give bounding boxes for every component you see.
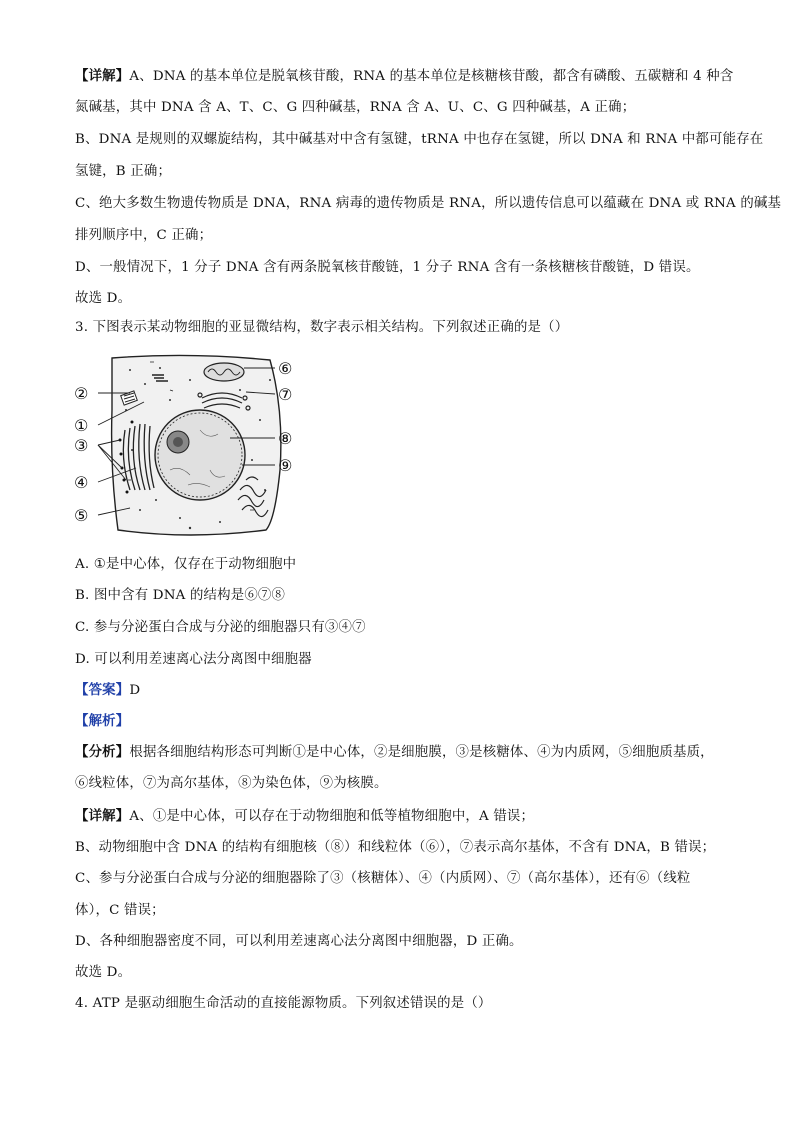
answer-value: D — [129, 683, 141, 698]
cell-diagram-svg — [70, 350, 310, 540]
detail-tag: 【详解】 — [75, 68, 130, 84]
animal-cell-diagram — [70, 350, 310, 540]
callout-3: ③ — [74, 436, 89, 455]
analysis-line: 体），C 错误； — [75, 903, 165, 918]
callout-6: ⑥ — [278, 359, 293, 378]
analysis-line: C、参与分泌蛋白合成与分泌的细胞器除了③（核糖体）、④（内质网）、⑦（高尔基体），还有⑥（线粒 — [75, 871, 691, 886]
text-line: B、DNA 是规则的双螺旋结构，其中碱基对中含有氢键，tRNA 中也存在氢键，所以 DNA 和 RNA 中都可能存在 — [75, 132, 764, 147]
option-a: A. ①是中心体，仅存在于动物细胞中 — [75, 557, 297, 572]
option-d: D. 可以利用差速离心法分离图中细胞器 — [75, 652, 312, 667]
analysis-heading — [75, 711, 129, 732]
callout-7: ⑦ — [278, 385, 293, 404]
text-line — [75, 66, 733, 87]
analysis-line: D、各种细胞器密度不同，可以利用差速离心法分离图中细胞器，D 正确。 — [75, 934, 523, 949]
nucleus — [155, 410, 245, 500]
answer-line — [75, 680, 140, 701]
text-line: 氮碱基，其中 DNA 含 A、T、C、G 四种碱基，RNA 含 A、U、C、G 四种碱基，A 正确； — [75, 100, 636, 115]
analysis-text: 根据各细胞结构形态可判断①是中心体，②是细胞膜，③是核糖体、④为内质网，⑤细胞质基质， — [129, 745, 714, 760]
question-3-stem: 3. 下图表示某动物细胞的亚显微结构，数字表示相关结构。下列叙述正确的是（） — [75, 320, 569, 335]
text-line: 排列顺序中，C 正确； — [75, 228, 213, 243]
callout-2: ② — [74, 384, 89, 403]
analysis-subtag: 【分析】 — [75, 744, 130, 760]
callout-4: ④ — [74, 473, 89, 492]
detail-subtag: 【详解】 — [75, 808, 130, 824]
analysis-line: 故选 D。 — [75, 965, 132, 980]
analysis-line: ⑥线粒体，⑦为高尔基体，⑧为染色体，⑨为核膜。 — [75, 776, 388, 791]
text-line: C、绝大多数生物遗传物质是 DNA，RNA 病毒的遗传物质是 RNA，所以遗传信息可以蕴藏在 DNA 或 RNA 的碱基 — [75, 196, 782, 211]
analysis-line: B、动物细胞中含 DNA 的结构有细胞核（⑧）和线粒体（⑥），⑦表示高尔基体，不含有 DNA，B 错误； — [75, 840, 716, 855]
text-line: D、一般情况下，1 分子 DNA 含有两条脱氧核苷酸链，1 分子 RNA 含有一条核糖核苷酸链，D 错误。 — [75, 260, 700, 275]
question-4-stem: 4. ATP 是驱动细胞生命活动的直接能源物质。下列叙述错误的是（） — [75, 996, 492, 1011]
text-line: 氢键，B 正确； — [75, 164, 172, 179]
analysis-line — [75, 806, 534, 827]
analysis-line — [75, 742, 714, 763]
analysis-text: A、①是中心体，可以存在于动物细胞和低等植物细胞中，A 错误； — [129, 809, 535, 824]
option-b: B. 图中含有 DNA 的结构是⑥⑦⑧ — [75, 588, 286, 603]
option-c: C. 参与分泌蛋白合成与分泌的细胞器只有③④⑦ — [75, 620, 366, 635]
line-text: A、DNA 的基本单位是脱氧核苷酸，RNA 的基本单位是核糖核苷酸，都含有磷酸、五碳糖和 4 种含 — [129, 69, 734, 84]
analysis-tag: 【解析】 — [75, 713, 130, 729]
callout-9: ⑨ — [278, 456, 293, 475]
callout-8: ⑧ — [278, 429, 293, 448]
callout-5: ⑤ — [74, 506, 89, 525]
callout-1: ① — [74, 416, 89, 435]
text-line: 故选 D。 — [75, 291, 132, 306]
answer-tag: 【答案】 — [75, 682, 130, 698]
